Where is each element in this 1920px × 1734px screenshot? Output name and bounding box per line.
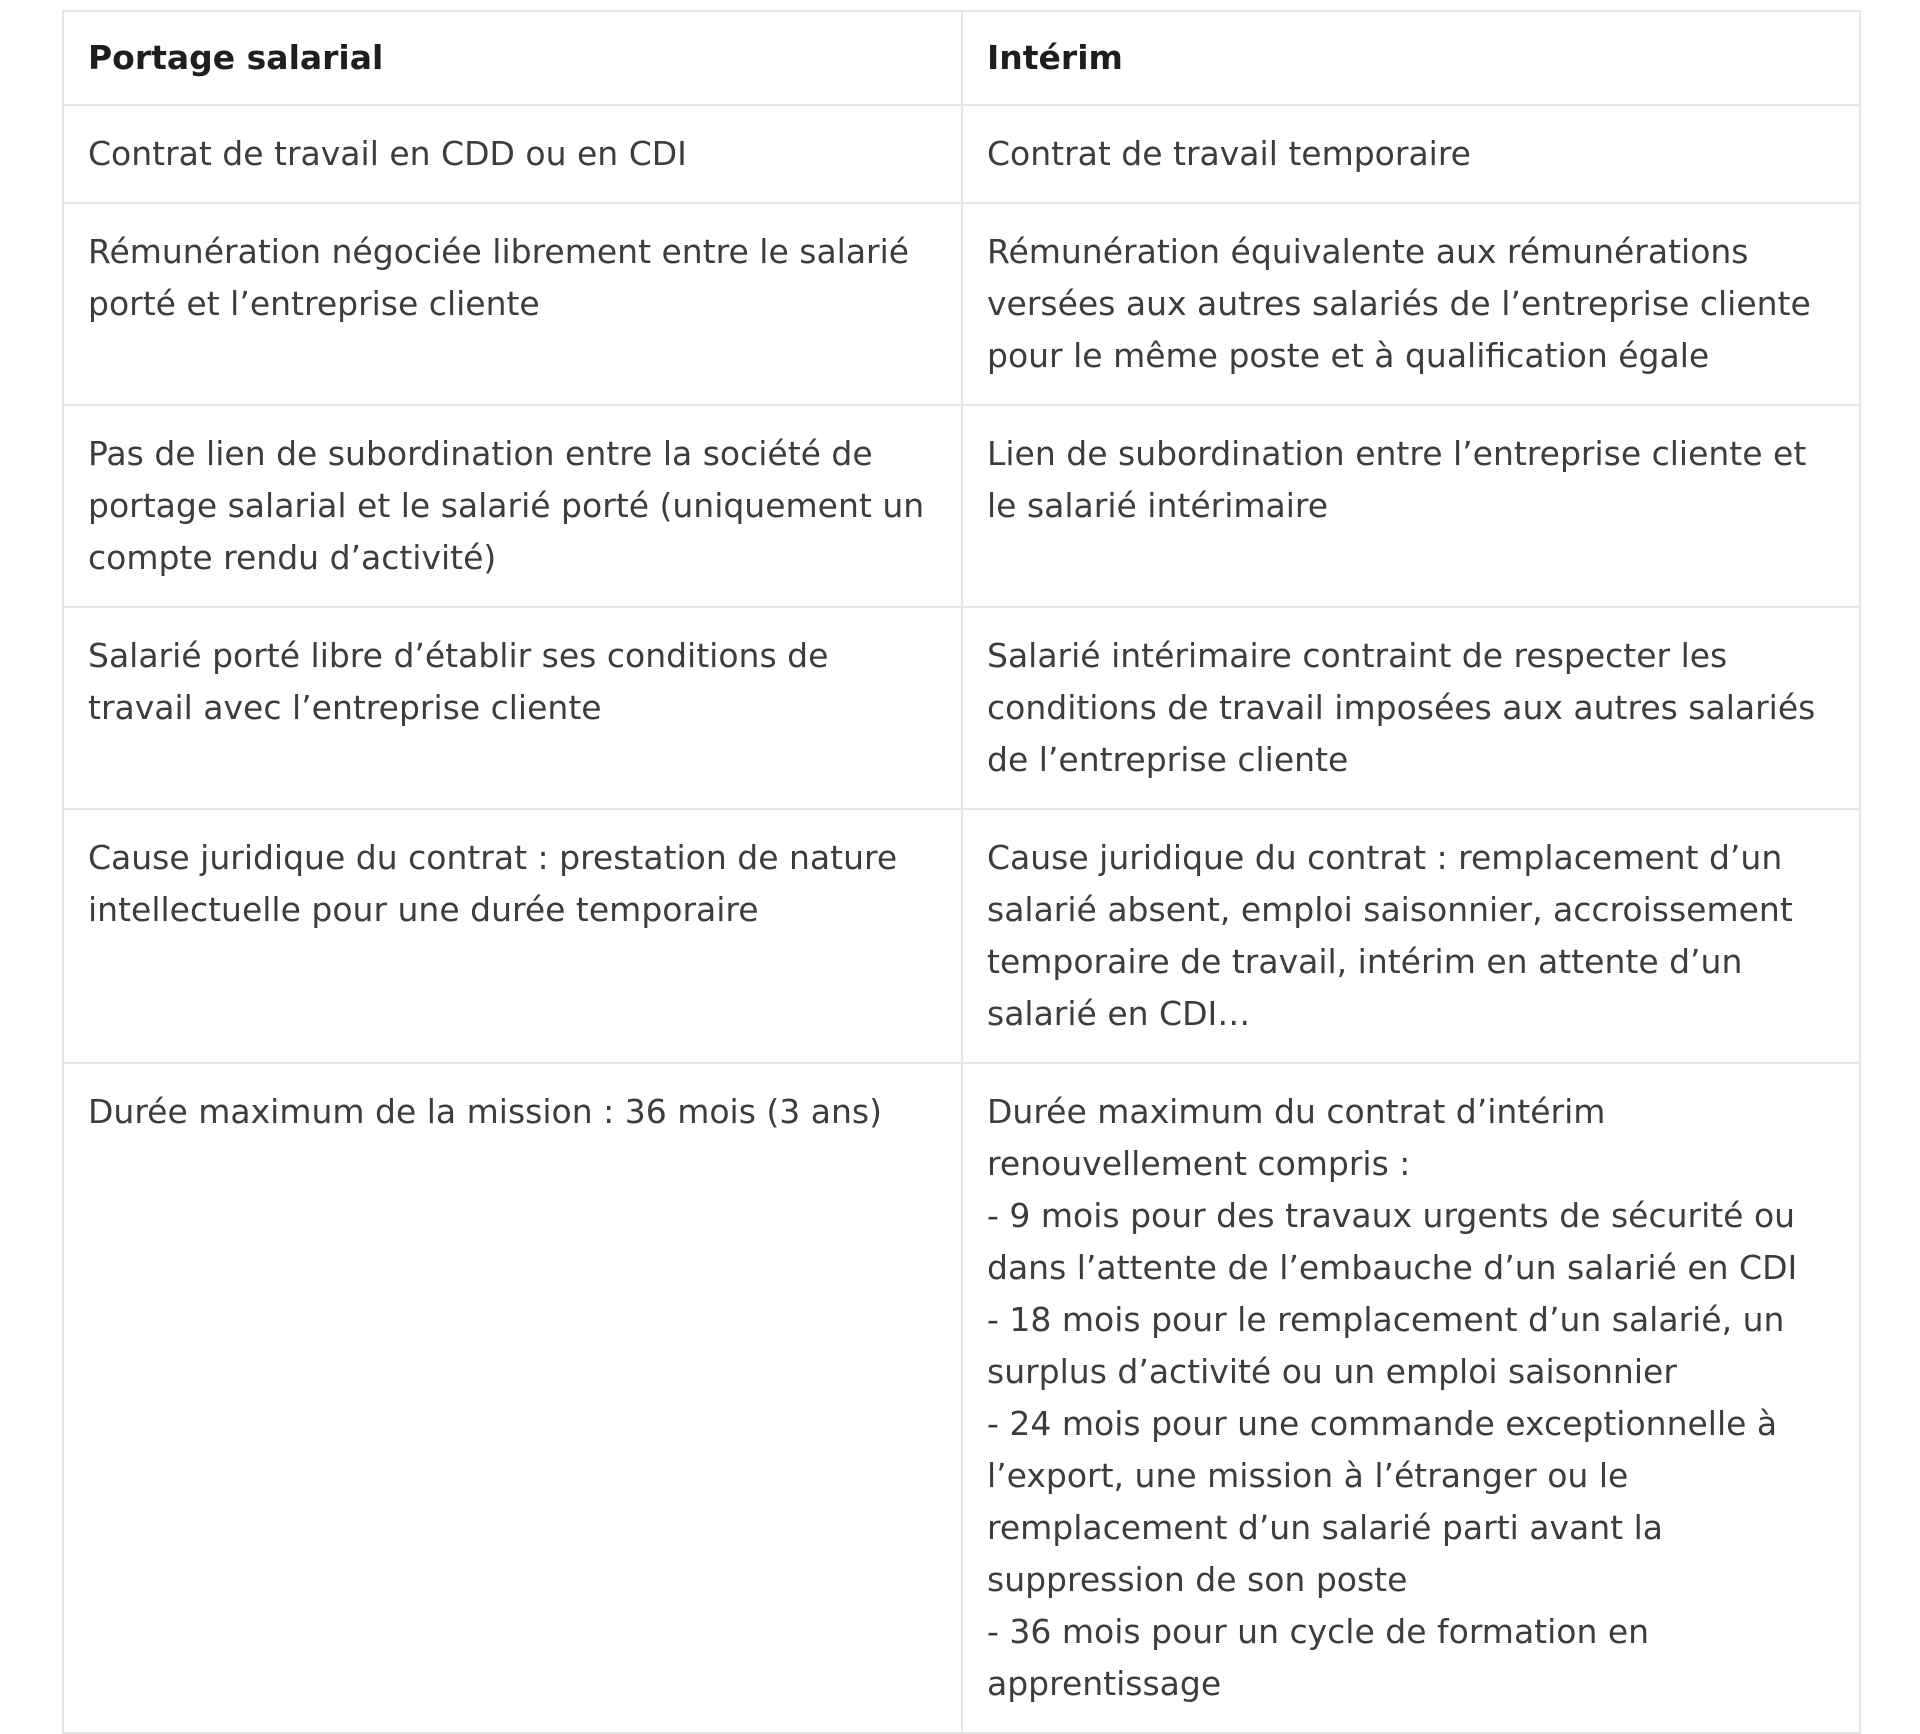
table-cell: Durée maximum de la mission : 36 mois (3 ans): [63, 1063, 962, 1733]
comparison-table-container: [62, 10, 1859, 1734]
table-header-row: [63, 11, 1860, 105]
table-cell: Rémunération équivalente aux rémunérations versées aux autres salariés de l’entreprise cliente pour le même poste et à qualification égale: [962, 203, 1860, 405]
table-cell: Lien de subordination entre l’entreprise cliente et le salarié intérimaire: [962, 405, 1860, 607]
table-row: [63, 105, 1860, 203]
comparison-table: [62, 10, 1861, 1734]
table-row: [63, 1063, 1860, 1733]
table-cell: Salarié porté libre d’établir ses conditions de travail avec l’entreprise cliente: [63, 607, 962, 809]
header-interim: Intérim: [962, 11, 1860, 105]
table-cell: Cause juridique du contrat : remplacement d’un salarié absent, emploi saisonnier, accroissement temporaire de travail, intérim en attente d’un salarié en CDI…: [962, 809, 1860, 1063]
table-cell: Cause juridique du contrat : prestation de nature intellectuelle pour une durée temporaire: [63, 809, 962, 1063]
table-cell: Rémunération négociée librement entre le salarié porté et l’entreprise cliente: [63, 203, 962, 405]
table-cell: Durée maximum du contrat d’intérim renouvellement compris : - 9 mois pour des travaux urgents de sécurité ou dans l’attente de l’embauche d’un salarié en CDI - 18 mois pour le remplacement d’un salarié, un surplus d’activité ou un emploi saisonnier - 24 mois pour une commande exceptionnelle à l’export, une mission à l’étranger ou le remplacement d’un salarié parti avant la suppression de son poste - 36 mois pour un cycle de formation en apprentissage: [962, 1063, 1860, 1733]
table-cell: Contrat de travail temporaire: [962, 105, 1860, 203]
table-row: [63, 607, 1860, 809]
header-portage-salarial: Portage salarial: [63, 11, 962, 105]
table-cell: Salarié intérimaire contraint de respecter les conditions de travail imposées aux autres salariés de l’entreprise cliente: [962, 607, 1860, 809]
table-cell: Contrat de travail en CDD ou en CDI: [63, 105, 962, 203]
table-row: [63, 809, 1860, 1063]
table-row: [63, 405, 1860, 607]
table-cell: Pas de lien de subordination entre la société de portage salarial et le salarié porté (uniquement un compte rendu d’activité): [63, 405, 962, 607]
table-row: [63, 203, 1860, 405]
